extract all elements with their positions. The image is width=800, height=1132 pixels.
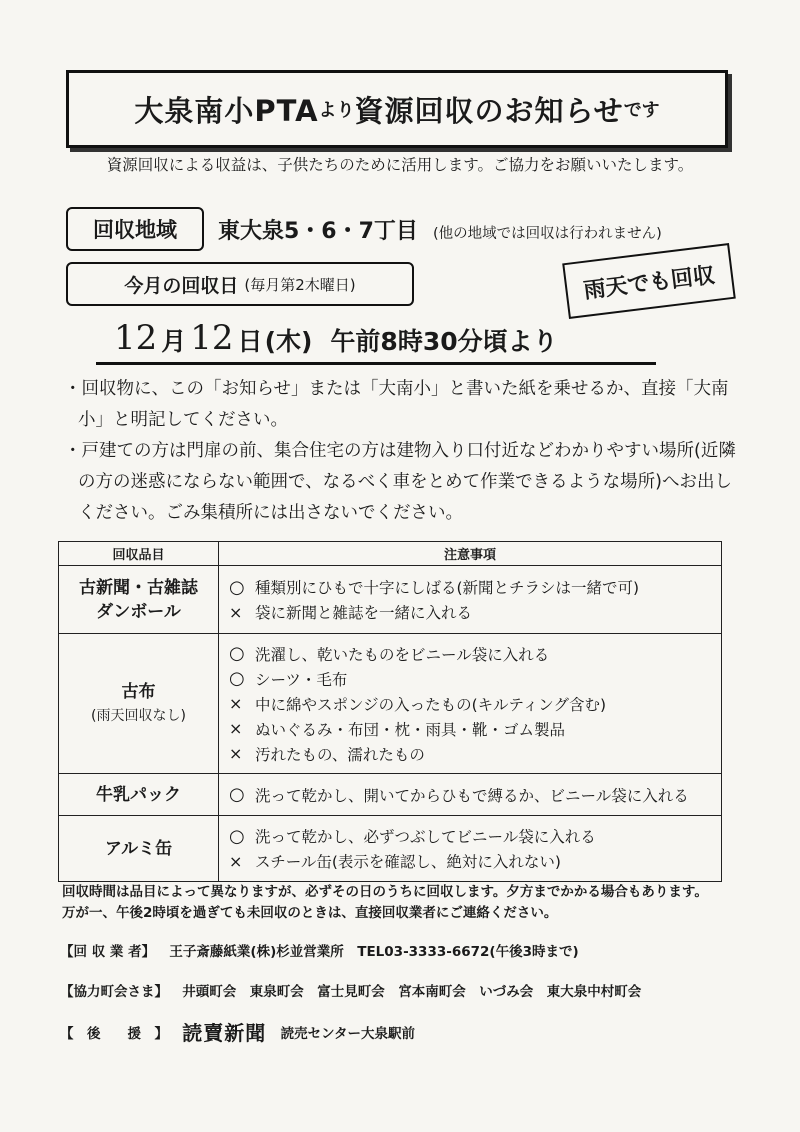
category-cell: [59, 816, 219, 882]
rule-item: [229, 741, 711, 766]
date-time: 午前8時30分頃より: [330, 327, 558, 356]
rule-mark: ×: [229, 719, 243, 738]
rules-cell: [219, 566, 722, 634]
collector-value: 王子斎藤紙業(株)杉並営業所 TEL03-3333-6672(午後3時まで): [169, 944, 579, 960]
intro-text: 資源回収による収益は、子供たちのために活用します。ご協力をお願いいたします。: [106, 156, 694, 174]
date-day: 12: [190, 318, 234, 358]
support-value: 読売センター大泉駅前: [280, 1026, 416, 1042]
collection-day-note: (毎月第2木曜日): [244, 275, 356, 294]
title-main-2: 資源回収のお知らせ: [354, 93, 624, 128]
header-notes: 注意事項: [219, 542, 722, 566]
footnote-line: 回収時間は品目によって異なりますが、必ずその日のうちに回収します。夕方までかかる場合もあります。: [62, 884, 708, 900]
category-name: 古新聞・古雑誌: [79, 577, 198, 598]
table-row: [59, 774, 722, 816]
category-name: 牛乳パック: [96, 784, 181, 805]
date-weekday: (木): [264, 327, 313, 356]
area-label: 回収地域: [66, 207, 204, 251]
date-month: 12: [114, 318, 158, 358]
rule-item: [229, 600, 711, 625]
rule-mark: ○: [229, 825, 245, 847]
support-credit: [60, 1017, 415, 1046]
table-header-row: [59, 542, 722, 566]
category-name-2: (雨天回収なし): [91, 707, 186, 724]
rule-mark: ○: [229, 576, 245, 598]
rule-text: ぬいぐるみ・布団・枕・雨具・靴・ゴム製品: [255, 720, 566, 739]
table-row: [59, 816, 722, 882]
rule-text: 洗って乾かし、開いてからひもで縛るか、ビニール袋に入れる: [255, 786, 689, 805]
rule-text: 中に綿やスポンジの入ったもの(キルティング含む): [255, 695, 607, 714]
rule-item: [229, 716, 711, 741]
rule-item: [229, 641, 711, 666]
rules-cell: [219, 774, 722, 816]
rule-item: [229, 782, 711, 807]
support-key: 【 後 援 】: [60, 1026, 168, 1042]
header-category: 回収品目: [59, 542, 219, 566]
rule-text: 洗って乾かし、必ずつぶしてビニール袋に入れる: [255, 828, 596, 846]
rule-text: 種類別にひもで十字にしばる(新聞とチラシは一緒で可): [255, 579, 640, 597]
rule-mark: ○: [229, 784, 245, 805]
area-value: 東大泉5・6・7丁目: [218, 219, 418, 244]
category-cell: [59, 634, 219, 774]
rule-mark: ○: [229, 643, 245, 664]
collection-date: [96, 315, 656, 365]
rule-text: シーツ・毛布: [255, 670, 348, 689]
collection-day-title: 今月の回収日: [124, 274, 239, 297]
rule-mark: ×: [229, 851, 243, 871]
yomiuri-logo: 読賣新聞: [182, 1021, 267, 1045]
footnote-line: 万が一、午後2時頃を過ぎても未回収のときは、直接回収業者にご連絡ください。: [62, 905, 558, 921]
notes: [64, 374, 744, 529]
area-note: (他の地域では回収は行われません): [433, 226, 662, 242]
rain-stamp: 雨天でも回収: [562, 243, 736, 319]
rule-item: [229, 824, 711, 849]
rule-text: スチール缶(表示を確認し、絶対に入れない): [255, 853, 561, 871]
table-row: [59, 634, 722, 774]
rule-mark: ○: [229, 668, 245, 689]
rule-text: 汚れたもの、濡れたもの: [255, 745, 425, 764]
rule-mark: ×: [229, 744, 243, 763]
date-month-unit: 月: [161, 327, 187, 356]
rule-item: [229, 575, 711, 600]
title-main: 大泉南小PTA: [134, 93, 319, 128]
title-box: [66, 70, 728, 148]
rule-mark: ×: [229, 694, 243, 713]
title-suffix: です: [623, 100, 660, 121]
rule-text: 袋に新聞と雑誌を一緒に入れる: [255, 604, 473, 622]
collection-day-label: [66, 262, 414, 306]
rules-cell: [219, 816, 722, 882]
category-name-2: ダンボール: [96, 601, 181, 622]
category-cell: [59, 774, 219, 816]
note-item: ・戸建ての方は門扉の前、集合住宅の方は建物入り口付近などわかりやすい場所(近隣の方の迷惑にならない範囲で、なるべく車をとめて作業できるような場所)へお出しください。ごみ集積所には出さないでください。: [64, 441, 736, 523]
category-name: アルミ缶: [104, 838, 173, 859]
collector-key: 【回 収 業 者】: [60, 944, 156, 960]
rule-mark: ×: [229, 602, 243, 622]
title-small: より: [318, 100, 355, 121]
towns-value: 井頭町会 東泉町会 富士見町会 宮本南町会 いづみ会 東大泉中村町会: [182, 984, 642, 1000]
category-name: 古布: [121, 681, 156, 702]
rule-item: [229, 691, 711, 716]
collector-credit: [60, 940, 579, 960]
rule-item: [229, 666, 711, 691]
items-table: [58, 541, 722, 882]
note-item: ・回収物に、この「お知らせ」または「大南小」と書いた紙を乗せるか、直接「大南小」と明記してください。: [64, 379, 729, 430]
rule-item: [229, 849, 711, 874]
footnote: [62, 882, 762, 924]
table-row: [59, 566, 722, 634]
date-day-unit: 日: [237, 327, 263, 356]
rules-cell: [219, 634, 722, 774]
rule-text: 洗濯し、乾いたものをビニール袋に入れる: [255, 645, 550, 664]
towns-credit: [60, 980, 641, 1000]
category-cell: [59, 566, 219, 634]
towns-key: 【協力町会さま】: [60, 984, 168, 1000]
